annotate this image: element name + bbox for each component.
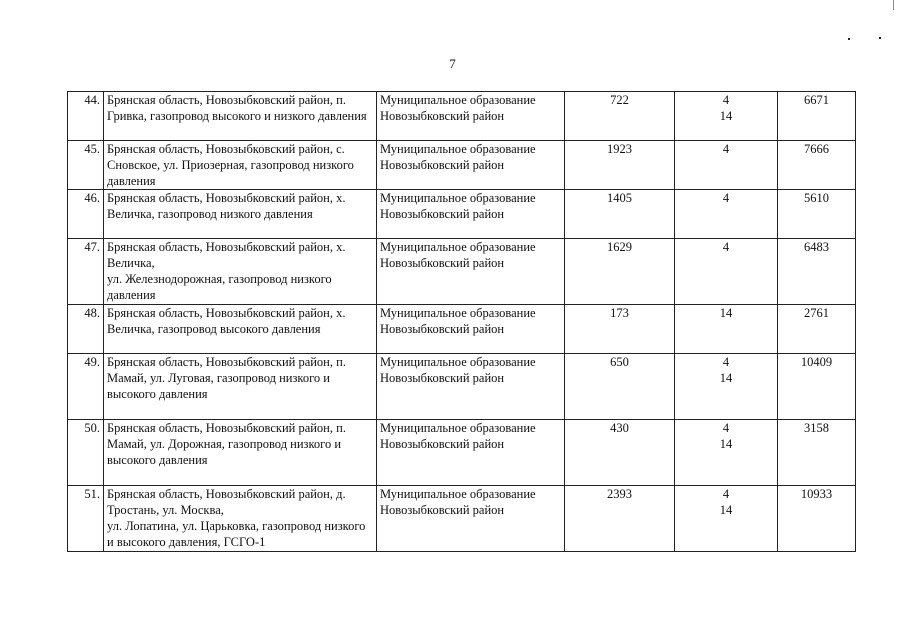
length-value: 650	[565, 354, 675, 420]
category-value: 4	[675, 190, 778, 239]
page-number: 7	[449, 56, 456, 71]
category-value: 4 14	[675, 92, 778, 141]
owner: Муниципальное образование Новозыбковский район	[377, 141, 565, 190]
length-value: 430	[565, 420, 675, 486]
table-row	[68, 420, 856, 486]
object-address: Брянская область, Новозыбковский район, д. Тростань, ул. Москва, ул. Лопатина, ул. Царьковка, газопровод низкого и высокого давления, ГСГО-1	[104, 486, 377, 552]
object-address: Брянская область, Новозыбковский район, х. Величка, газопровод низкого давления	[104, 190, 377, 239]
owner: Муниципальное образование Новозыбковский район	[377, 190, 565, 239]
amount-value: 5610	[778, 190, 856, 239]
category-value: 14	[675, 305, 778, 354]
amount-value: 2761	[778, 305, 856, 354]
row-number: 44.	[68, 92, 104, 141]
category-value: 4 14	[675, 420, 778, 486]
object-address: Брянская область, Новозыбковский район, п. Мамай, ул. Дорожная, газопровод низкого и высокого давления	[104, 420, 377, 486]
amount-value: 6483	[778, 239, 856, 305]
scan-dust-dot	[879, 37, 881, 39]
table-row	[68, 486, 856, 552]
table-row	[68, 239, 856, 305]
row-number: 50.	[68, 420, 104, 486]
row-number: 47.	[68, 239, 104, 305]
owner: Муниципальное образование Новозыбковский район	[377, 92, 565, 141]
scan-edge-mark	[893, 0, 894, 10]
amount-value: 10933	[778, 486, 856, 552]
scan-dust-dot	[848, 38, 850, 40]
length-value: 173	[565, 305, 675, 354]
row-number: 51.	[68, 486, 104, 552]
owner: Муниципальное образование Новозыбковский район	[377, 239, 565, 305]
category-value: 4 14	[675, 486, 778, 552]
length-value: 1405	[565, 190, 675, 239]
owner: Муниципальное образование Новозыбковский район	[377, 354, 565, 420]
category-value: 4	[675, 141, 778, 190]
category-value: 4 14	[675, 354, 778, 420]
table-row	[68, 190, 856, 239]
gas-pipeline-registry-table	[67, 91, 856, 552]
length-value: 722	[565, 92, 675, 141]
length-value: 1629	[565, 239, 675, 305]
owner: Муниципальное образование Новозыбковский район	[377, 486, 565, 552]
table-row	[68, 354, 856, 420]
amount-value: 6671	[778, 92, 856, 141]
length-value: 1923	[565, 141, 675, 190]
category-value: 4	[675, 239, 778, 305]
row-number: 46.	[68, 190, 104, 239]
object-address: Брянская область, Новозыбковский район, п. Гривка, газопровод высокого и низкого давления	[104, 92, 377, 141]
row-number: 48.	[68, 305, 104, 354]
table-row	[68, 141, 856, 190]
object-address: Брянская область, Новозыбковский район, с. Сновское, ул. Приозерная, газопровод низкого давления	[104, 141, 377, 190]
amount-value: 10409	[778, 354, 856, 420]
table-row	[68, 305, 856, 354]
row-number: 45.	[68, 141, 104, 190]
owner: Муниципальное образование Новозыбковский район	[377, 305, 565, 354]
object-address: Брянская область, Новозыбковский район, х. Величка, газопровод высокого давления	[104, 305, 377, 354]
object-address: Брянская область, Новозыбковский район, п. Мамай, ул. Луговая, газопровод низкого и высокого давления	[104, 354, 377, 420]
length-value: 2393	[565, 486, 675, 552]
row-number: 49.	[68, 354, 104, 420]
table-row	[68, 92, 856, 141]
amount-value: 7666	[778, 141, 856, 190]
amount-value: 3158	[778, 420, 856, 486]
owner: Муниципальное образование Новозыбковский район	[377, 420, 565, 486]
object-address: Брянская область, Новозыбковский район, х. Величка, ул. Железнодорожная, газопровод низкого давления	[104, 239, 377, 305]
